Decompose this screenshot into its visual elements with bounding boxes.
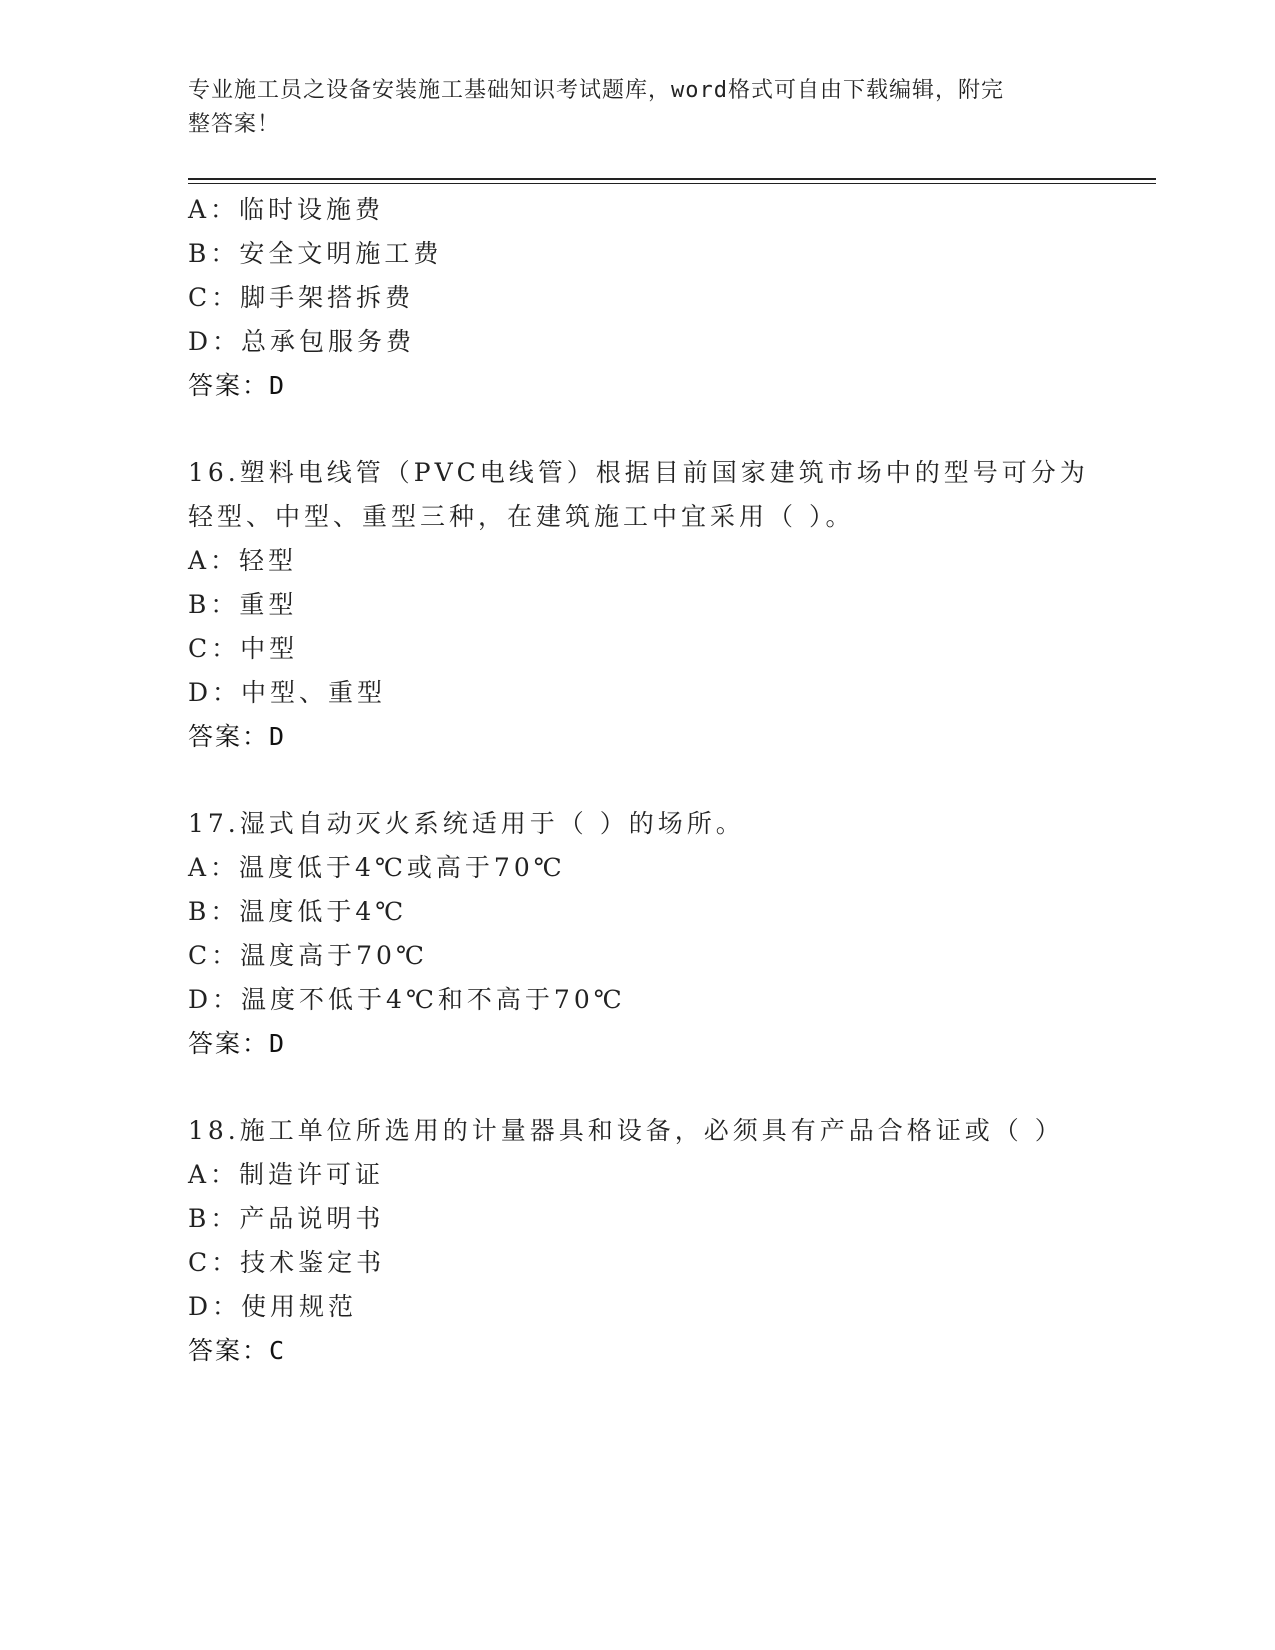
q16-option-b: B：重型 xyxy=(188,590,298,619)
q18-question-line-1: 18.施工单位所选用的计量器具和设备，必须具有产品合格证或（ ） xyxy=(188,1116,1064,1145)
q17-answer: 答案：D xyxy=(188,1029,287,1058)
header-rule-thin xyxy=(188,183,1156,184)
q16-question-line-1: 16.塑料电线管（PVC电线管）根据目前国家建筑市场中的型号可分为 xyxy=(188,458,1089,487)
q17-option-a: A：温度低于4℃或高于70℃ xyxy=(188,853,566,882)
q18-option-a: A：制造许可证 xyxy=(188,1160,385,1189)
q18-option-d: D：使用规范 xyxy=(188,1292,358,1321)
q18-option-b: B：产品说明书 xyxy=(188,1204,385,1233)
q18-answer: 答案：C xyxy=(188,1336,287,1365)
q17-option-d: D：温度不低于4℃和不高于70℃ xyxy=(188,985,626,1014)
q15-option-a: A：临时设施费 xyxy=(188,195,385,224)
header-line-2: 整答案！ xyxy=(188,112,281,137)
q16-answer: 答案：D xyxy=(188,722,287,751)
q16-option-c: C：中型 xyxy=(188,634,299,663)
q15-option-b: B：安全文明施工费 xyxy=(188,239,443,268)
q17-option-c: C：温度高于70℃ xyxy=(188,941,428,970)
q15-answer: 答案：D xyxy=(188,371,287,400)
q16-option-a: A：轻型 xyxy=(188,546,298,575)
q17-option-b: B：温度低于4℃ xyxy=(188,897,408,926)
header-rule-thick xyxy=(188,178,1156,180)
q18-option-c: C：技术鉴定书 xyxy=(188,1248,386,1277)
document-header xyxy=(188,74,1068,142)
header-line-1: 专业施工员之设备安装施工基础知识考试题库，word格式可自由下载编辑，附完 xyxy=(188,78,1004,103)
q15-option-c: C：脚手架搭拆费 xyxy=(188,283,415,312)
q17-question-line-1: 17.湿式自动灭火系统适用于（ ）的场所。 xyxy=(188,809,745,838)
q15-option-d: D：总承包服务费 xyxy=(188,327,416,356)
q16-question-line-2: 轻型、中型、重型三种，在建筑施工中宜采用（ ）。 xyxy=(188,502,855,531)
q16-option-d: D：中型、重型 xyxy=(188,678,387,707)
